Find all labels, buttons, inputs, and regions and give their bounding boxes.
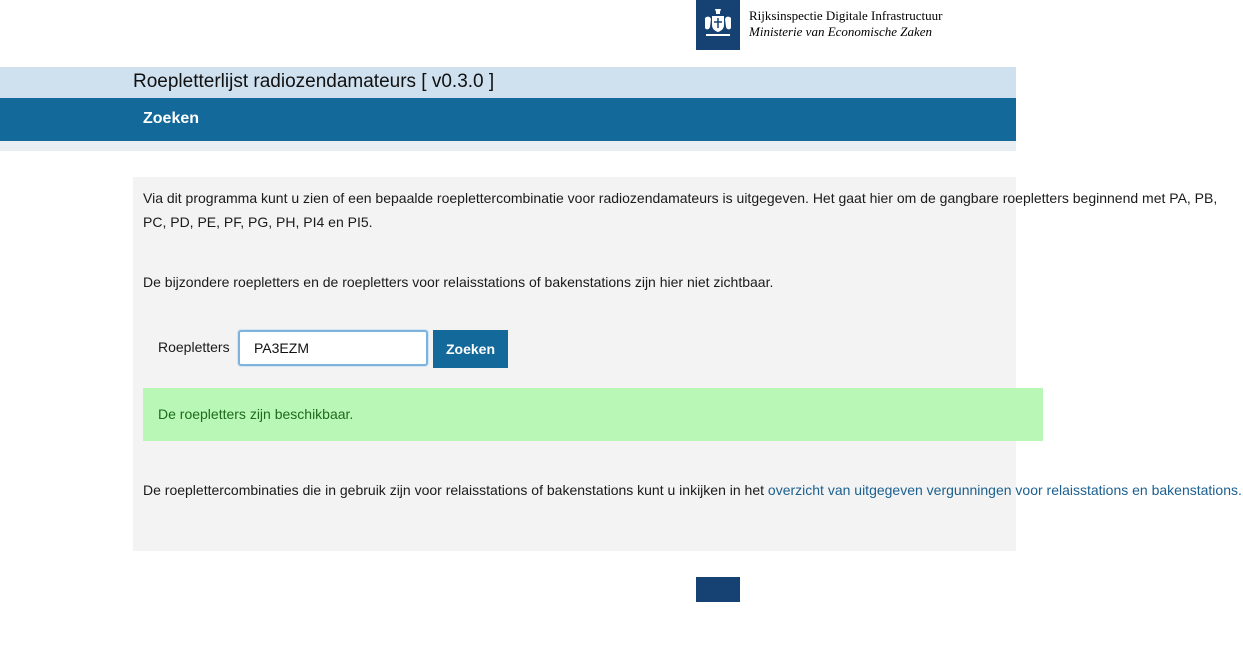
page-title: Roepletterlijst radiozendamateurs [ v0.3.0 ]	[133, 71, 495, 92]
footer-text: De roeplettercombinaties die in gebruik zijn voor relaisstations of bakenstations kunt u inkijken in het	[143, 482, 768, 498]
org-name-line: Rijksinspectie Digitale Infrastructuur	[749, 8, 943, 23]
content-panel	[133, 177, 1242, 551]
callsign-label: Roepletters	[158, 339, 230, 355]
search-button[interactable]: Zoeken	[433, 330, 508, 368]
divider	[0, 141, 1016, 151]
callsign-input[interactable]	[238, 330, 428, 366]
ministry-line: Ministerie van Economische Zaken	[749, 24, 933, 39]
footer-paragraph	[143, 478, 1243, 502]
result-alert	[143, 388, 1043, 441]
organization-name	[749, 8, 943, 40]
note-paragraph: De bijzondere roepletters en de roepletters voor relaisstations of bakenstations zijn hier niet zichtbaar.	[143, 274, 774, 290]
nav-item-zoeken[interactable]: Zoeken	[143, 110, 200, 127]
intro-paragraph: Via dit programma kunt u zien of een bepaalde roeplettercombinatie voor radiozendamateurs is uitgegeven. Het gaat hier om de gangbare roepletters beginnend met PA, PB, PC, PD, PE, PF, PG, PH, PI4 en PI5.	[143, 190, 1218, 230]
title-bar	[0, 67, 1016, 98]
footer-logo-block	[696, 577, 740, 602]
result-message: De roepletters zijn beschikbaar.	[158, 406, 354, 422]
dutch-coat-of-arms-icon	[701, 6, 735, 45]
logo	[696, 0, 740, 50]
overview-link[interactable]: overzicht van uitgegeven vergunningen voor relaisstations en bakenstations.	[767, 482, 1242, 498]
nav-bar	[0, 98, 1016, 141]
